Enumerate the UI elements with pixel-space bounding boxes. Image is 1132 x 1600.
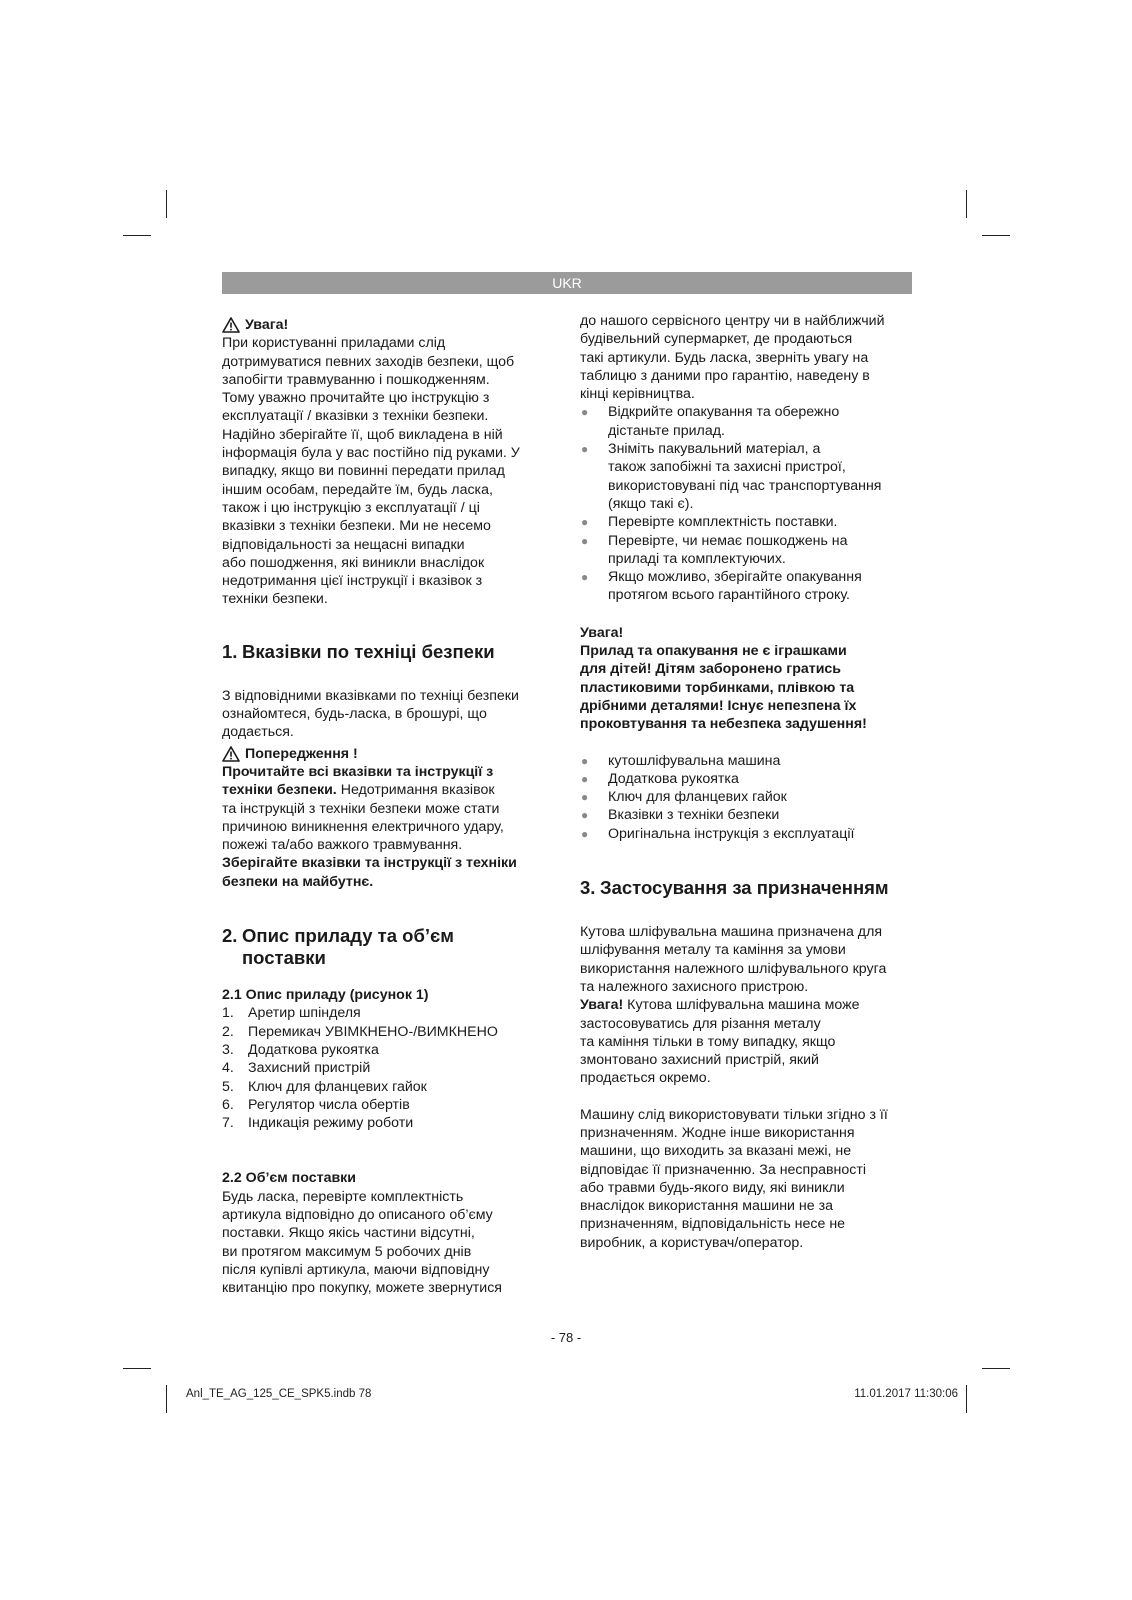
text-line [580, 996, 910, 1014]
crop-mark [166, 190, 167, 218]
list-item [580, 806, 910, 824]
text-line: змонтовано захисний пристрій, який [580, 1052, 819, 1069]
item-text: Ключ для фланцевих гайок [608, 789, 787, 806]
text-line: для дітей! Дітям заборонено гратись [580, 661, 842, 678]
warning-text [222, 334, 552, 608]
item-text: Вказівки з техніки безпеки [608, 807, 780, 824]
intended-use-text [580, 923, 910, 1088]
text-line: З відповідними вказівками по техніці безпеки [222, 687, 519, 704]
text-line: іншим особам, передайте їм, будь ласка, [222, 481, 493, 498]
bullet-icon: ● [581, 515, 589, 530]
language-header: UKR [222, 272, 912, 294]
text-line: Прилад та опакування не є іграшками [580, 643, 847, 660]
attention-title: Увага! [580, 624, 624, 641]
text-line: причиною виникнення електричного удару, [222, 818, 504, 835]
item-text: Регулятор числа обертів [248, 1096, 410, 1113]
text-line: пожежі та/або важкого травмування. [222, 837, 463, 854]
subsection-2-1-heading: 2.1 Опис приладу (рисунок 1) [222, 987, 429, 1004]
text-line: машини, що виходить за вказані межі, не [580, 1143, 852, 1160]
item-text: Ключ для фланцевих гайок [248, 1078, 427, 1095]
crop-mark [966, 1385, 967, 1413]
item-number: 1. [222, 1005, 234, 1022]
item-text: Індикація режиму роботи [248, 1115, 414, 1132]
list-item [222, 1114, 552, 1132]
text-line: використання належного шліфувального круга [580, 960, 887, 977]
text-line: ви протягом максимум 5 робочих днів [222, 1243, 472, 1260]
section-3-heading [580, 877, 910, 899]
text-line: інформація була у вас постійно під руками. У [222, 445, 520, 462]
item-text: Перевірте, чи немає пошкоджень на приладі та комплектуючих. [608, 532, 848, 567]
list-item [222, 1096, 552, 1114]
item-text: Захисний пристрій [248, 1060, 371, 1077]
list-item [222, 1059, 552, 1077]
bullet-icon: ● [581, 771, 589, 786]
text-line: виробник, а користувач/оператор. [580, 1234, 804, 1251]
section-1-heading [222, 641, 552, 663]
text-line: Машину слід використовувати тільки згідно з її [580, 1106, 888, 1123]
text-phrase: Недотримання вказівок [336, 782, 495, 799]
text-line: При користуванні приладами слід [222, 335, 446, 352]
section-number: 1. [222, 640, 238, 662]
item-number: 6. [222, 1096, 234, 1113]
text-line: безпеки на майбутнє. [222, 873, 374, 890]
text-line: також і цю інструкцію з експлуатації / ці [222, 499, 480, 516]
bold-phrase: Увага! [580, 997, 624, 1014]
intended-use-text-2 [580, 1106, 910, 1252]
item-number: 5. [222, 1078, 234, 1095]
text-line: до нашого сервісного центру чи в найближчий [580, 313, 885, 329]
text-line [222, 781, 552, 799]
text-line: експлуатації / вказівки з техніки безпеки. [222, 408, 489, 425]
list-item [580, 532, 910, 569]
text-line: артикула відповідно до описаного об’єму [222, 1206, 493, 1223]
section-title: Вказівки по техніці безпеки [242, 640, 495, 662]
item-text: Перевірте комплектність поставки. [608, 514, 838, 531]
bullet-icon: ● [581, 790, 589, 805]
text-line: дрібними деталями! Існує непезпена їх [580, 697, 857, 714]
attention-block [580, 624, 910, 734]
text-line: застосовуватись для різання металу [580, 1015, 821, 1032]
list-item [580, 788, 910, 806]
bullet-icon: ● [581, 826, 589, 841]
text-line: будівельний супермаркет, де продаються [580, 331, 853, 348]
list-item [580, 440, 910, 513]
text-line: дотримуватися певних заходів безпеки, щоб [222, 353, 515, 370]
text-line: продається окремо. [580, 1070, 711, 1087]
text-phrase: Кутова шліфувальна машина може [623, 997, 860, 1014]
bullet-icon: ● [581, 405, 589, 420]
left-column [222, 316, 552, 1297]
text-line: відповідає її призначенню. За несправності [580, 1161, 866, 1178]
text-line: Кутова шліфувальна машина призначена для [580, 924, 883, 941]
text-line: призначенням, відповідальність несе не [580, 1216, 846, 1233]
section-number: 3. [580, 877, 596, 899]
list-item [580, 568, 910, 605]
warning-triangle-icon [222, 746, 240, 762]
unpacking-steps [580, 403, 910, 604]
item-number: 7. [222, 1115, 234, 1132]
crop-mark [982, 235, 1010, 236]
text-line: такі артикули. Будь ласка, зверніть увагу на [580, 349, 869, 366]
text-line: або травми будь-якого виду, які виникли [580, 1179, 845, 1196]
list-item [222, 1078, 552, 1096]
crop-mark [166, 1385, 167, 1413]
text-line: додається. [222, 724, 294, 741]
right-column [580, 312, 910, 1252]
crop-mark [123, 1368, 151, 1369]
item-text: Відкрийте опакування та обережно дістаньте прилад. [608, 404, 840, 439]
parts-list [222, 1004, 552, 1132]
section-title: Застосування за призначенням [600, 877, 889, 899]
footer-filename: Anl_TE_AG_125_CE_SPK5.indb 78 [186, 1388, 372, 1400]
text-line: ознайомтеся, будь-ласка, в брошурі, що [222, 706, 487, 723]
bullet-icon: ● [581, 570, 589, 585]
text-line: техніки безпеки. [222, 591, 328, 608]
list-item [580, 752, 910, 770]
text-line: квитанцію про покупку, можете звернутися [222, 1280, 502, 1297]
warning-heading [222, 316, 552, 334]
text-line: Прочитайте всі вказівки та інструкції з [222, 763, 494, 780]
bullet-icon: ● [581, 442, 589, 457]
item-number: 3. [222, 1041, 234, 1058]
text-line: Будь ласка, перевірте комплектність [222, 1188, 464, 1205]
text-line: таблицю з даними про гарантію, наведену в [580, 367, 870, 384]
text-line: відповідальності за нещасні випадки [222, 536, 465, 553]
section-title-cont: поставки [242, 947, 326, 969]
text-line: поставки. Якщо якісь частини відсутні, [222, 1225, 475, 1242]
item-text: Додаткова рукоятка [248, 1041, 379, 1058]
footer-timestamp: 11.01.2017 11:30:06 [854, 1388, 958, 1400]
item-text: кутошліфувальна машина [608, 752, 781, 769]
item-text: Якщо можливо, зберігайте опакування протягом всього гарантійного строку. [608, 569, 862, 604]
crop-mark [966, 190, 967, 218]
bold-phrase: техніки безпеки. [222, 782, 337, 799]
text-line: та каміння тільки в тому випадку, якщо [580, 1033, 836, 1050]
text-line: та інструкцій з техніки безпеки може стати [222, 800, 500, 817]
list-item [222, 1041, 552, 1059]
text-line: Тому уважно прочитайте цю інструкцію з [222, 390, 490, 407]
text-line: кінці керівництва. [580, 386, 695, 403]
text-line: Надійно зберігайте її, щоб викладена в ній [222, 426, 503, 443]
bullet-icon: ● [581, 753, 589, 768]
text-line: вказівки з техніки безпеки. Ми не несемо [222, 518, 491, 535]
text-line: призначенням. Жодне інше використання [580, 1124, 855, 1141]
section-title: Опис приладу та об’єм [242, 925, 454, 947]
delivery-text [222, 1188, 552, 1298]
text-line: запобігти травмуванню і пошкодженням. [222, 371, 490, 388]
text-line: після купівлі артикула, маючи відповідну [222, 1261, 490, 1278]
list-item [580, 770, 910, 788]
item-text: Аретир шпінделя [248, 1005, 361, 1022]
caution-text [222, 763, 552, 891]
bullet-icon: ● [581, 808, 589, 823]
list-item [580, 825, 910, 843]
contents-list [580, 752, 910, 843]
page-number: - 78 - [550, 1330, 582, 1345]
text-line: внаслідок використання машини не за [580, 1198, 833, 1215]
section-2-heading [222, 925, 552, 969]
list-item [222, 1004, 552, 1022]
text-line: шліфування металу та каміння за умови [580, 942, 846, 959]
text-line: недотримання цієї інструкції і вказівок з [222, 573, 483, 590]
item-text: Зніміть пакувальний матеріал, а також запобіжні та захисні пристрої, використовувані під час транспортування (якщо такі є). [608, 441, 882, 512]
crop-mark [123, 235, 151, 236]
text-line: та належного захисного пристрою. [580, 978, 809, 995]
list-item [580, 513, 910, 531]
text-line: проковтування та небезпека задушення! [580, 716, 867, 733]
warning-triangle-icon [222, 317, 240, 333]
safety-intro [222, 687, 552, 742]
caution-title: Попередження ! [245, 745, 358, 762]
list-item [580, 403, 910, 440]
crop-mark [982, 1368, 1010, 1369]
item-number: 2. [222, 1023, 234, 1040]
text-line: або пошодження, які виникли внаслідок [222, 554, 485, 571]
warning-title: Увага! [245, 317, 289, 333]
item-number: 4. [222, 1060, 234, 1077]
section-number: 2. [222, 925, 238, 947]
caution-heading [222, 745, 552, 763]
item-text: Перемикач УВІМКНЕНО-/ВИМКНЕНО [248, 1023, 498, 1040]
item-text: Оригінальна інструкція з експлуатації [608, 825, 855, 842]
delivery-continued [580, 312, 910, 403]
list-item [222, 1023, 552, 1041]
text-line: Зберігайте вказівки та інструкції з техніки [222, 855, 517, 872]
subsection-2-2-heading: 2.2 Об’єм поставки [222, 1170, 356, 1187]
item-text: Додаткова рукоятка [608, 770, 739, 787]
text-line: випадку, якщо ви повинні передати прилад [222, 463, 505, 480]
bullet-icon: ● [581, 533, 589, 548]
text-line: пластиковими торбинками, плівкою та [580, 679, 855, 696]
